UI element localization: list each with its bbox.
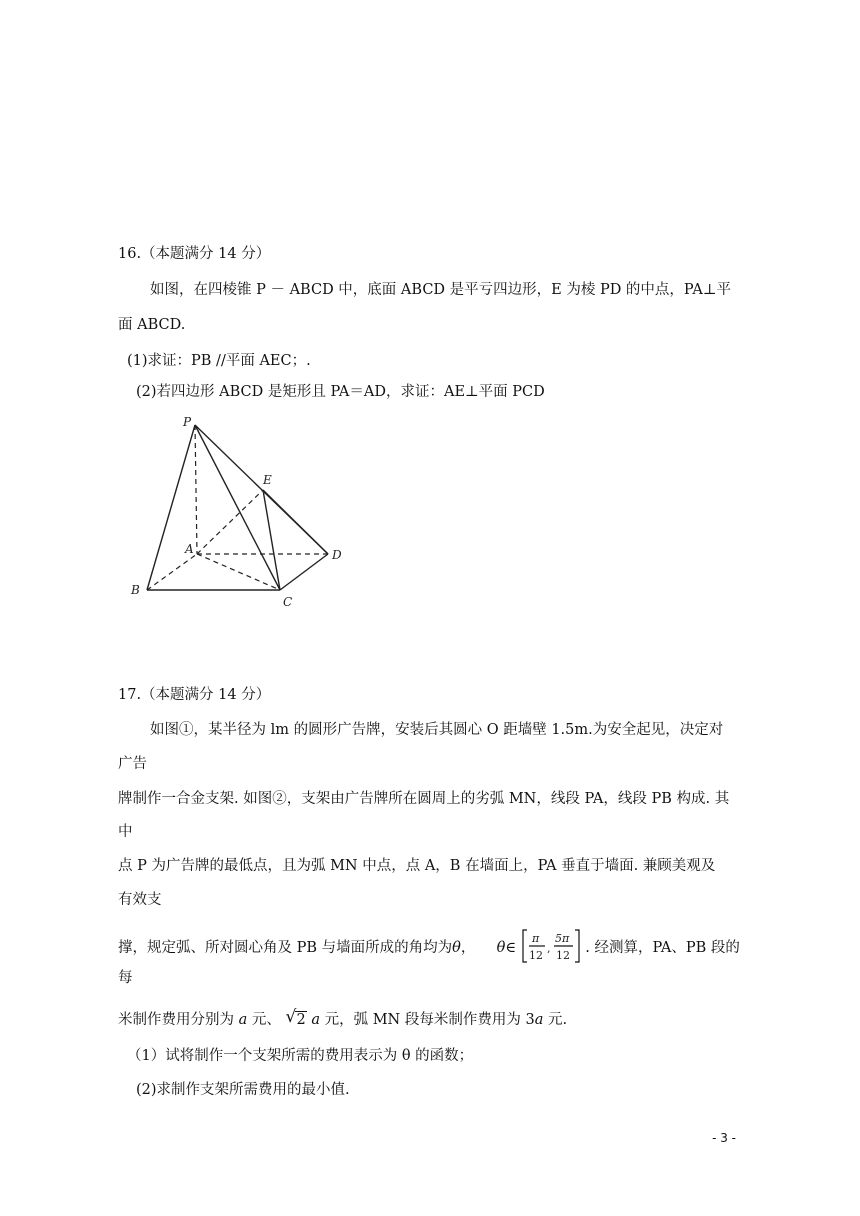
var-a-3: a [534,1012,544,1028]
q17-line9-sep: 元、 [247,1012,281,1028]
svg-text:,: , [546,942,551,955]
q17-line7-tail: . 经测算，PA、PB 段的 [585,940,740,956]
interval-expression [521,928,581,964]
frac2-denominator: 12 [555,949,570,962]
q17-subquestion-1: （1）试将制作一个支架所需的费用表示为 θ 的函数； [127,1048,474,1064]
frac1-denominator: 12 [528,949,543,962]
q17-line7-text: 撑，规定弧、所对圆心角及 PB 与墙面所成的角均为 [118,940,453,956]
frac1-numerator: π [531,932,539,945]
q16-subquestion-2: (2)若四边形 ABCD 是矩形且 PA＝AD，求证：AE⊥平面 PCD [136,384,545,400]
theta-symbol: θ [452,940,461,956]
pyramid-figure [125,410,365,610]
q16-header: 16.（本题满分 14 分） [118,246,271,262]
theta-symbol-2: θ [496,940,506,956]
sqrt-expression: √ 2 [285,1007,306,1028]
q17-line9-mid: 元，弧 MN 段每米制作费用为 3 [319,1012,535,1028]
vertex-label-e: E [263,473,272,487]
q17-line7-comma: ， [460,940,476,956]
element-of-symbol: ∈ [505,940,517,956]
var-a-1: a [238,1012,248,1028]
q17-line8: 每 [118,970,133,986]
vertex-label-d: D [332,548,342,562]
q16-subquestion-1: (1)求证：PB //平面 AEC；. [127,353,311,369]
frac2-numerator: 5π [554,932,569,945]
vertex-label-c: C [283,595,293,609]
q17-subquestion-2: (2)求制作支架所需费用的最小值. [136,1082,350,1098]
q17-line9 [118,1007,568,1030]
q17-line4: 中 [118,824,133,840]
q17-line2: 广告 [118,756,147,772]
vertex-label-b: B [131,583,140,597]
q17-line6: 有效支 [118,892,162,908]
q17-line9-text: 米制作费用分别为 [118,1012,234,1028]
q17-line5: 点 P 为广告牌的最低点，且为弧 MN 中点，点 A，B 在墙面上，PA 垂直于墙面. 兼顾美观及 [118,858,716,874]
q17-line9-end: 元. [543,1012,568,1028]
q17-header: 17.（本题满分 14 分） [118,687,271,703]
q17-line1: 如图①，某半径为 lm 的圆形广告牌，安装后其圆心 O 距墙壁 1.5m.为安全起见，决定对 [150,722,724,738]
vertex-label-p: P [183,415,192,429]
q17-line3: 牌制作一合金支架. 如图②，支架由广告牌所在圆周上的劣弧 MN，线段 PA，线段 PB 构成. 其 [118,791,730,807]
page-number: - 3 - [712,1131,736,1145]
q17-line7 [118,930,740,966]
q16-paragraph-line1: 如图，在四棱锥 P － ABCD 中，底面 ABCD 是平亏四边形，E 为棱 PD 的中点，PA⊥平 [150,282,731,298]
q16-paragraph-line2: 面 ABCD. [118,317,186,333]
vertex-label-a: A [185,542,194,556]
sqrt-value: 2 [296,1012,306,1028]
var-a-2: a [311,1012,320,1028]
